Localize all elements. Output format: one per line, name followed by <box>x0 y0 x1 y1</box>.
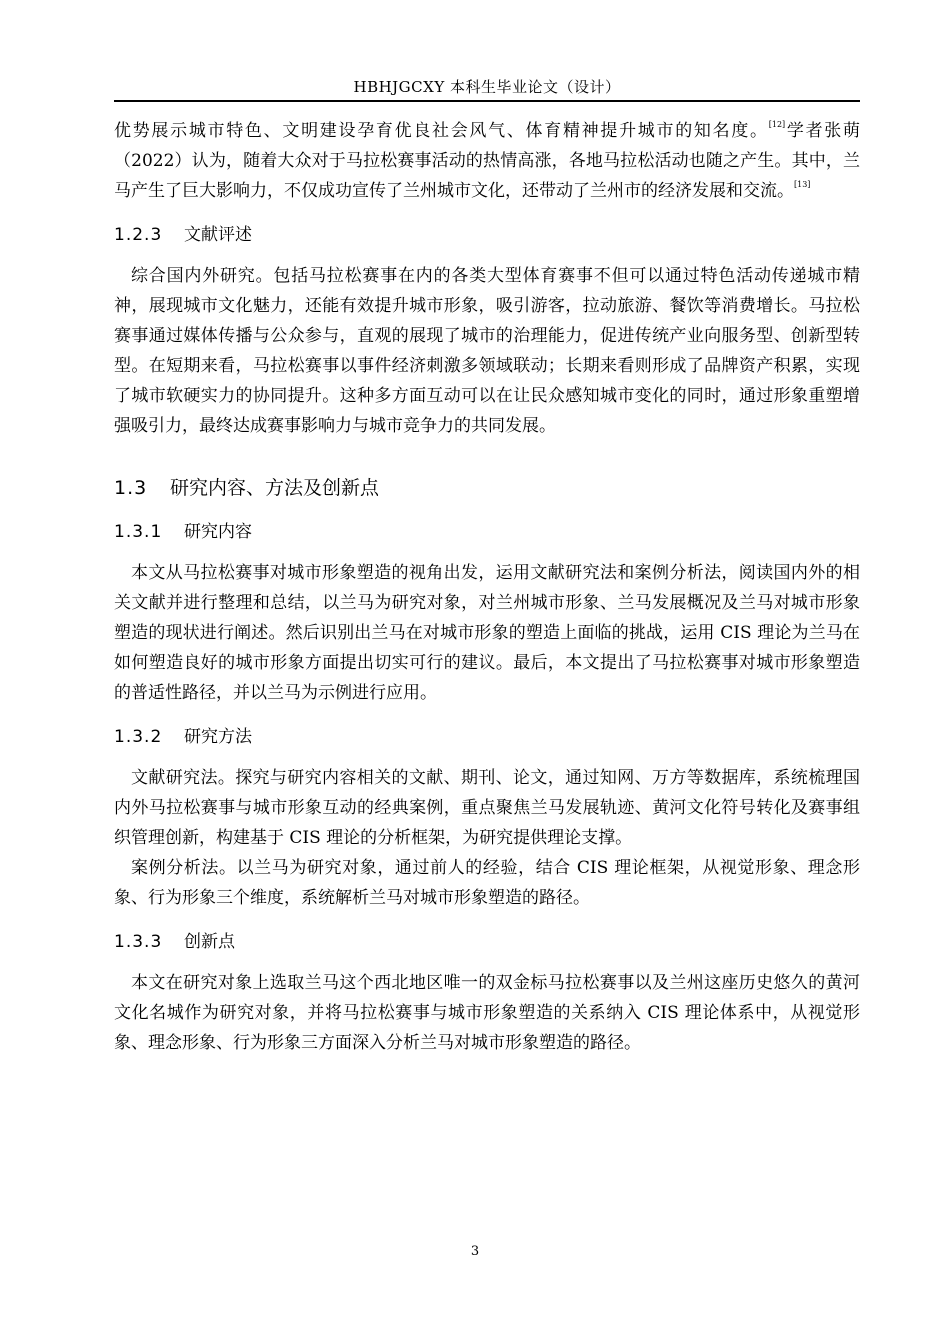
paragraph-case-method: 案例分析法。以兰马为研究对象，通过前人的经验，结合 CIS 理论框架，从视觉形象、理念形象、行为形象三个维度，系统解析兰马对城市形象塑造的路径。 <box>114 858 860 908</box>
heading-number: 1.3.3 <box>114 932 163 952</box>
paragraph-text: 优势展示城市特色、文明建设孕育优良社会风气、体育精神提升城市的知名度。 <box>114 121 769 141</box>
heading-title: 研究内容 <box>184 522 252 542</box>
heading-1-3-1 <box>114 517 860 547</box>
heading-title: 创新点 <box>184 932 235 952</box>
heading-title: 文献评述 <box>184 225 252 245</box>
paragraph-literature-review: 综合国内外研究。包括马拉松赛事在内的各类大型体育赛事不但可以通过特色活动传递城市精神，展现城市文化魅力，还能有效提升城市形象，吸引游客，拉动旅游、餐饮等消费增长。马拉松赛事通过媒体传播与公众参与，直观的展现了城市的治理能力，促进传统产业向服务型、创新型转型。在短期来看，马拉松赛事以事件经济刺激多领域联动；长期来看则形成了品牌资产积累，实现了城市软硬实力的协同提升。这种多方面互动可以在让民众感知城市变化的同时，通过形象重塑增强吸引力，最终达成赛事影响力与城市竞争力的共同发展。 <box>114 266 860 436</box>
paragraph-research-content: 本文从马拉松赛事对城市形象塑造的视角出发，运用文献研究法和案例分析法，阅读国内外的相关文献并进行整理和总结，以兰马为研究对象，对兰州城市形象、兰马发展概况及兰马对城市形象塑造的现状进行阐述。然后识别出兰马在对城市形象的塑造上面临的挑战，运用 CIS 理论为兰马在如何塑造良好的城市形象方面提出切实可行的建议。最后，本文提出了马拉松赛事对城市形象塑造的普适性路径，并以兰马为示例进行应用。 <box>114 563 860 703</box>
paragraph-innovation: 本文在研究对象上选取兰马这个西北地区唯一的双金标马拉松赛事以及兰州这座历史悠久的黄河文化名城作为研究对象，并将马拉松赛事与城市形象塑造的关系纳入 CIS 理论体系中，从视觉形象、理念形象、行为形象三方面深入分析兰马对城市形象塑造的路径。 <box>114 973 860 1053</box>
paragraph-continued <box>114 116 860 206</box>
citation-12: [12] <box>768 120 786 129</box>
heading-number: 1.3.2 <box>114 727 163 747</box>
paragraph-literature-method: 文献研究法。探究与研究内容相关的文献、期刊、论文，通过知网、万方等数据库，系统梳理国内外马拉松赛事与城市形象互动的经典案例，重点聚焦兰马发展轨迹、黄河文化符号转化及赛事组织管理创新，构建基于 CIS 理论的分析框架，为研究提供理论支撑。 <box>114 768 860 848</box>
heading-title: 研究方法 <box>184 727 252 747</box>
page-body <box>114 116 860 1058</box>
heading-1-2-3 <box>114 220 860 250</box>
citation-13: [13] <box>794 180 811 189</box>
paragraph-text: 学者张萌（2022）认为，随着大众对于马拉松赛事活动的热情高涨，各地马拉松活动也随之产生。其中，兰马产生了巨大影响力，不仅成功宣传了兰州城市文化，还带动了兰州市的经济发展和交流。 <box>114 121 861 201</box>
heading-1-3 <box>114 473 860 503</box>
heading-number: 1.3 <box>114 477 148 499</box>
heading-1-3-3 <box>114 927 860 957</box>
heading-1-3-2 <box>114 722 860 752</box>
running-header: HBHJGCXY 本科生毕业论文（设计） <box>353 78 621 96</box>
heading-title: 研究内容、方法及创新点 <box>170 477 380 499</box>
page-number: 3 <box>470 1244 480 1259</box>
header-rule <box>114 100 860 102</box>
heading-number: 1.2.3 <box>114 225 163 245</box>
heading-number: 1.3.1 <box>114 522 163 542</box>
